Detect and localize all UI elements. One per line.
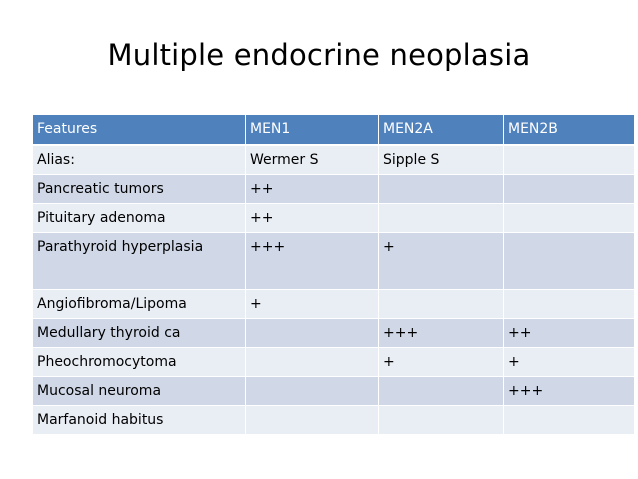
men2b-cell: ++ bbox=[504, 319, 635, 348]
table-header-row bbox=[33, 115, 635, 146]
men1-cell: +++ bbox=[246, 233, 379, 290]
table-row-angiofibroma-lipoma bbox=[33, 290, 635, 319]
men-comparison-table bbox=[32, 114, 635, 435]
men2a-cell: +++ bbox=[379, 319, 504, 348]
feature-cell: Alias: bbox=[33, 145, 246, 175]
men2a-cell bbox=[379, 406, 504, 435]
feature-cell: Pituitary adenoma bbox=[33, 204, 246, 233]
men1-cell: ++ bbox=[246, 204, 379, 233]
feature-cell: Pancreatic tumors bbox=[33, 175, 246, 204]
feature-cell: Pheochromocytoma bbox=[33, 348, 246, 377]
men2a-cell: + bbox=[379, 348, 504, 377]
table-row-marfanoid-habitus bbox=[33, 406, 635, 435]
men1-cell: Wermer S bbox=[246, 145, 379, 175]
feature-cell: Medullary thyroid ca bbox=[33, 319, 246, 348]
men2b-cell: + bbox=[504, 348, 635, 377]
men2a-cell bbox=[379, 377, 504, 406]
men1-cell bbox=[246, 348, 379, 377]
men2b-cell bbox=[504, 290, 635, 319]
header-features: Features bbox=[33, 115, 246, 146]
table-row-parathyroid-hyperplasia bbox=[33, 233, 635, 290]
men2b-cell bbox=[504, 175, 635, 204]
men2b-cell: +++ bbox=[504, 377, 635, 406]
men1-cell: + bbox=[246, 290, 379, 319]
table-row-pituitary-adenoma bbox=[33, 204, 635, 233]
feature-cell: Angiofibroma/Lipoma bbox=[33, 290, 246, 319]
feature-cell: Mucosal neuroma bbox=[33, 377, 246, 406]
men1-cell bbox=[246, 319, 379, 348]
slide-title: Multiple endocrine neoplasia bbox=[107, 38, 531, 72]
men2b-cell bbox=[504, 233, 635, 290]
men2a-cell: + bbox=[379, 233, 504, 290]
men1-cell: ++ bbox=[246, 175, 379, 204]
feature-cell: Parathyroid hyperplasia bbox=[33, 233, 246, 290]
table-row-medullary-thyroid-ca bbox=[33, 319, 635, 348]
table-row-alias bbox=[33, 145, 635, 175]
men2a-cell bbox=[379, 290, 504, 319]
men2a-cell bbox=[379, 175, 504, 204]
men1-cell bbox=[246, 377, 379, 406]
table-row-pancreatic-tumors bbox=[33, 175, 635, 204]
men1-cell bbox=[246, 406, 379, 435]
men2b-cell bbox=[504, 145, 635, 175]
table-row-mucosal-neuroma bbox=[33, 377, 635, 406]
table-row-pheochromocytoma bbox=[33, 348, 635, 377]
men2b-cell bbox=[504, 204, 635, 233]
men2a-cell: Sipple S bbox=[379, 145, 504, 175]
men2b-cell bbox=[504, 406, 635, 435]
header-men2b: MEN2B bbox=[504, 115, 635, 146]
header-men2a: MEN2A bbox=[379, 115, 504, 146]
men2a-cell bbox=[379, 204, 504, 233]
header-men1: MEN1 bbox=[246, 115, 379, 146]
feature-cell: Marfanoid habitus bbox=[33, 406, 246, 435]
